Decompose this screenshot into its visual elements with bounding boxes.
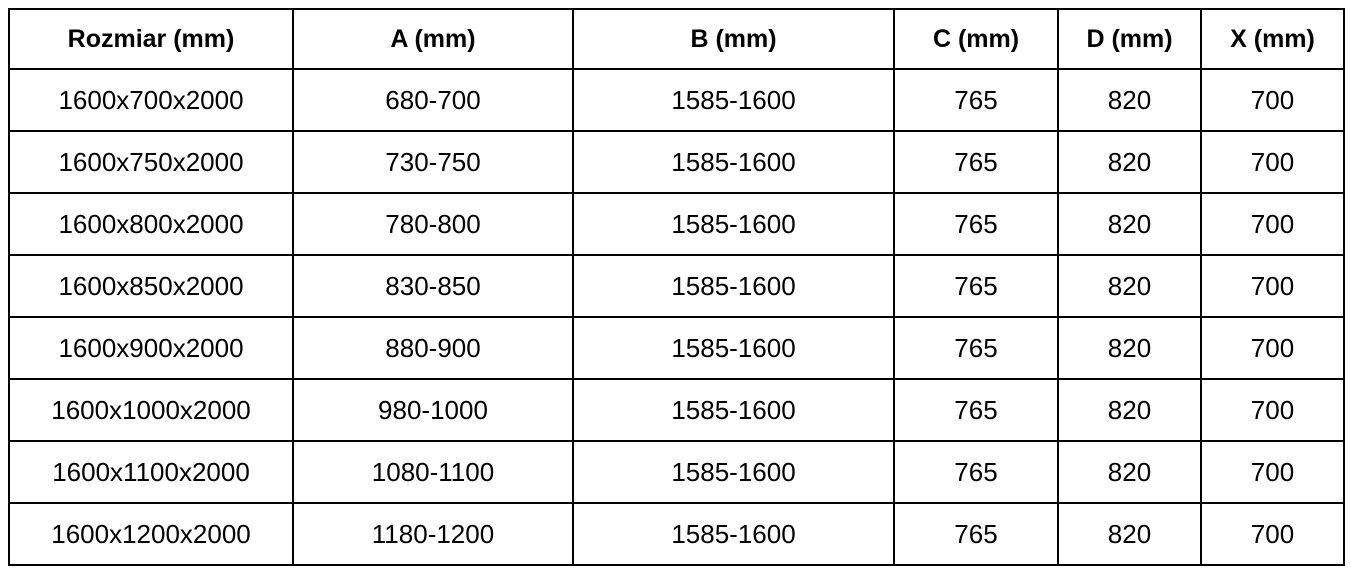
table-cell-b: 1585-1600 <box>573 317 894 379</box>
table-cell-rozmiar: 1600x850x2000 <box>9 255 293 317</box>
table-cell-b: 1585-1600 <box>573 379 894 441</box>
table-cell-rozmiar: 1600x900x2000 <box>9 317 293 379</box>
size-specification-table <box>8 8 1345 566</box>
table-cell-b: 1585-1600 <box>573 193 894 255</box>
table-cell-c: 765 <box>894 317 1058 379</box>
table-cell-x: 700 <box>1201 379 1344 441</box>
table-cell-d: 820 <box>1058 255 1201 317</box>
table-cell-d: 820 <box>1058 131 1201 193</box>
table-cell-d: 820 <box>1058 69 1201 131</box>
column-header-x: X (mm) <box>1201 9 1344 69</box>
table-cell-c: 765 <box>894 441 1058 503</box>
table-cell-a: 780-800 <box>293 193 573 255</box>
table-cell-a: 830-850 <box>293 255 573 317</box>
table-cell-rozmiar: 1600x700x2000 <box>9 69 293 131</box>
table-cell-rozmiar: 1600x800x2000 <box>9 193 293 255</box>
table-row <box>9 193 1344 255</box>
table-row <box>9 441 1344 503</box>
table-cell-rozmiar: 1600x1200x2000 <box>9 503 293 565</box>
table-cell-b: 1585-1600 <box>573 255 894 317</box>
table-cell-a: 680-700 <box>293 69 573 131</box>
column-header-d: D (mm) <box>1058 9 1201 69</box>
table-cell-b: 1585-1600 <box>573 441 894 503</box>
table-cell-c: 765 <box>894 379 1058 441</box>
table-cell-x: 700 <box>1201 255 1344 317</box>
table-cell-a: 1080-1100 <box>293 441 573 503</box>
table-cell-d: 820 <box>1058 193 1201 255</box>
table-cell-d: 820 <box>1058 317 1201 379</box>
table-cell-x: 700 <box>1201 317 1344 379</box>
table-cell-c: 765 <box>894 503 1058 565</box>
table-cell-c: 765 <box>894 69 1058 131</box>
table-cell-x: 700 <box>1201 131 1344 193</box>
table-row <box>9 503 1344 565</box>
header-row <box>9 9 1344 69</box>
table-row <box>9 69 1344 131</box>
table-row <box>9 317 1344 379</box>
table-cell-x: 700 <box>1201 441 1344 503</box>
table-cell-a: 1180-1200 <box>293 503 573 565</box>
table-cell-rozmiar: 1600x1000x2000 <box>9 379 293 441</box>
table-cell-a: 980-1000 <box>293 379 573 441</box>
table-cell-b: 1585-1600 <box>573 503 894 565</box>
table-cell-b: 1585-1600 <box>573 131 894 193</box>
table-cell-x: 700 <box>1201 69 1344 131</box>
table-row <box>9 379 1344 441</box>
table-cell-d: 820 <box>1058 379 1201 441</box>
table-cell-x: 700 <box>1201 503 1344 565</box>
table-cell-c: 765 <box>894 193 1058 255</box>
column-header-b: B (mm) <box>573 9 894 69</box>
column-header-a: A (mm) <box>293 9 573 69</box>
table-cell-d: 820 <box>1058 503 1201 565</box>
table-cell-c: 765 <box>894 131 1058 193</box>
table-cell-b: 1585-1600 <box>573 69 894 131</box>
column-header-rozmiar: Rozmiar (mm) <box>9 9 293 69</box>
table-row <box>9 131 1344 193</box>
table-cell-x: 700 <box>1201 193 1344 255</box>
table-cell-c: 765 <box>894 255 1058 317</box>
table-cell-rozmiar: 1600x750x2000 <box>9 131 293 193</box>
table-cell-a: 880-900 <box>293 317 573 379</box>
table-row <box>9 255 1344 317</box>
table-cell-rozmiar: 1600x1100x2000 <box>9 441 293 503</box>
table-cell-a: 730-750 <box>293 131 573 193</box>
table-cell-d: 820 <box>1058 441 1201 503</box>
column-header-c: C (mm) <box>894 9 1058 69</box>
